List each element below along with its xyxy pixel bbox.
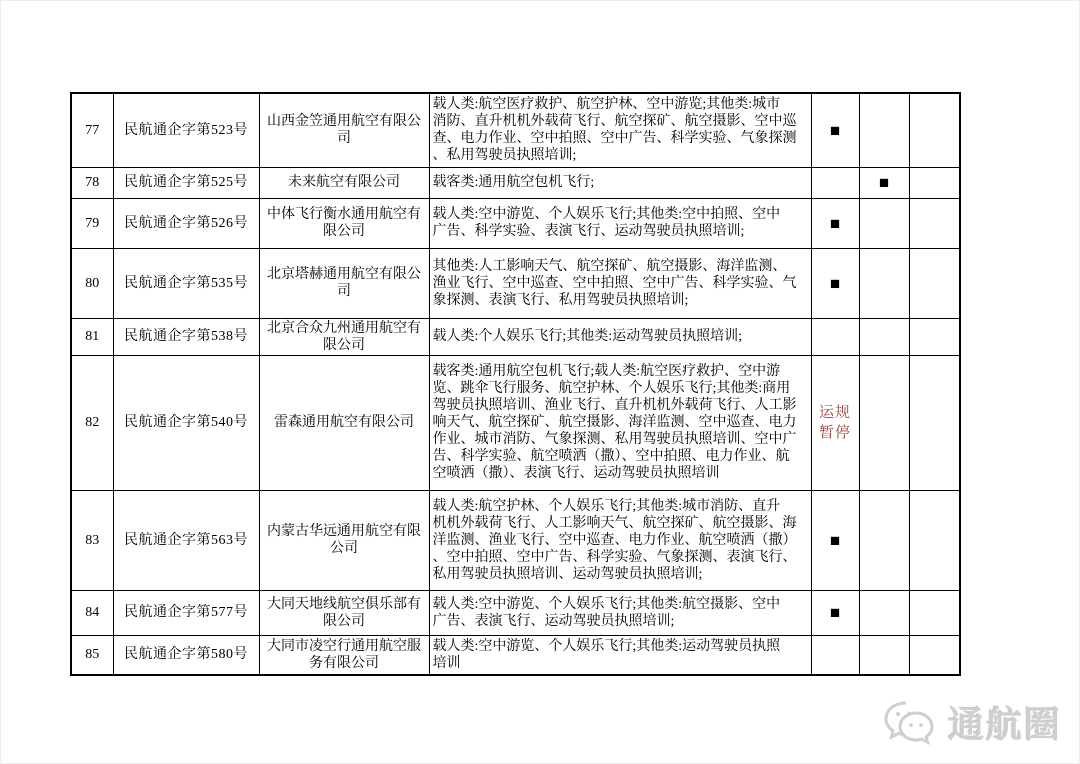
status-cell [859, 355, 909, 490]
table-row [71, 93, 960, 167]
certificate-number-cell: 民航通企字第580号 [113, 635, 259, 675]
status-cell [811, 318, 859, 355]
certificate-number-cell: 民航通企字第540号 [113, 355, 259, 490]
certificate-number-cell: 民航通企字第577号 [113, 590, 259, 635]
table-row [71, 635, 960, 675]
company-name-cell: 中体飞行衡水通用航空有 限公司 [259, 198, 429, 248]
table-row [71, 198, 960, 248]
status-cell [859, 93, 909, 167]
status-cell [909, 248, 960, 318]
company-name-cell: 北京合众九州通用航空有 限公司 [259, 318, 429, 355]
row-number-cell: 79 [71, 198, 113, 248]
status-cell [909, 198, 960, 248]
certificate-number-cell: 民航通企字第538号 [113, 318, 259, 355]
table-row [71, 355, 960, 490]
row-number-cell: 83 [71, 490, 113, 590]
status-cell [909, 93, 960, 167]
business-scope-cell: 载人类:航空护林、个人娱乐飞行;其他类:城市消防、直升 机机外载荷飞行、人工影响天气、航空探矿、航空摄影、海 洋监测、渔业飞行、空中巡查、电力作业、航空喷洒（撒） 、空中拍照、空中广告、科学实验、气象探测、表演飞行、 私用驾驶员执照培训、运动驾驶员执照培训; [429, 490, 811, 590]
status-cell [909, 590, 960, 635]
business-scope-cell: 载人类:空中游览、个人娱乐飞行;其他类:空中拍照、空中 广告、科学实验、表演飞行、运动驾驶员执照培训; [429, 198, 811, 248]
row-number-cell: 85 [71, 635, 113, 675]
company-name-cell: 北京塔赫通用航空有限公 司 [259, 248, 429, 318]
business-scope-cell: 载人类:空中游览、个人娱乐飞行;其他类:运动驾驶员执照 培训 [429, 635, 811, 675]
business-scope-cell: 载人类:航空医疗救护、航空护林、空中游览;其他类:城市 消防、直升机机外载荷飞行、航空探矿、航空摄影、空中巡 查、电力作业、空中拍照、空中广告、科学实验、气象探测 、私用驾驶员执照培训; [429, 93, 811, 167]
business-scope-cell: 载客类:通用航空包机飞行; [429, 167, 811, 198]
status-cell [811, 635, 859, 675]
table-row [71, 248, 960, 318]
company-name-cell: 未来航空有限公司 [259, 167, 429, 198]
status-cell [909, 167, 960, 198]
status-cell [859, 635, 909, 675]
status-suspended-cell: 运规 暂停 [811, 355, 859, 490]
status-cell [859, 318, 909, 355]
certificate-number-cell: 民航通企字第563号 [113, 490, 259, 590]
status-cell [811, 167, 859, 198]
status-square-cell: ■ [811, 590, 859, 635]
table-body [71, 93, 960, 675]
row-number-cell: 78 [71, 167, 113, 198]
certificate-number-cell: 民航通企字第526号 [113, 198, 259, 248]
business-scope-cell: 载人类:空中游览、个人娱乐飞行;其他类:航空摄影、空中 广告、表演飞行、运动驾驶员执照培训; [429, 590, 811, 635]
status-square-cell: ■ [811, 248, 859, 318]
status-square-cell: ■ [859, 167, 909, 198]
status-square-cell: ■ [811, 490, 859, 590]
company-name-cell: 大同天地线航空俱乐部有 限公司 [259, 590, 429, 635]
aviation-company-table [70, 92, 961, 676]
business-scope-cell: 载人类:个人娱乐飞行;其他类:运动驾驶员执照培训; [429, 318, 811, 355]
status-cell [859, 198, 909, 248]
watermark-label: 通航圈 [947, 705, 1062, 745]
status-cell [909, 490, 960, 590]
table-row [71, 490, 960, 590]
company-name-cell: 雷森通用航空有限公司 [259, 355, 429, 490]
status-cell [909, 635, 960, 675]
table-row [71, 167, 960, 198]
status-square-cell: ■ [811, 93, 859, 167]
business-scope-cell: 其他类:人工影响天气、航空探矿、航空摄影、海洋监测、 渔业飞行、空中巡查、空中拍照、空中广告、科学实验、气 象探测、表演飞行、私用驾驶员执照培训; [429, 248, 811, 318]
certificate-number-cell: 民航通企字第523号 [113, 93, 259, 167]
company-name-cell: 山西金笠通用航空有限公 司 [259, 93, 429, 167]
status-cell [909, 318, 960, 355]
row-number-cell: 77 [71, 93, 113, 167]
watermark [882, 697, 1062, 748]
row-number-cell: 82 [71, 355, 113, 490]
table-row [71, 590, 960, 635]
business-scope-cell: 载客类:通用航空包机飞行;载人类:航空医疗救护、空中游 览、跳伞飞行服务、航空护林、个人娱乐飞行;其他类:商用 驾驶员执照培训、渔业飞行、直升机机外载荷飞行、人工影 响天气、航空探矿、航空摄影、海洋监测、空中巡查、电力 作业、城市消防、气象探测、私用驾驶员执照培训、空中广 告、科学实验、航空喷洒（撒）、空中拍照、电力作业、航 空喷洒（撒）、表演飞行、运动驾驶员执照培训 [429, 355, 811, 490]
row-number-cell: 80 [71, 248, 113, 318]
company-name-cell: 大同市凌空行通用航空服 务有限公司 [259, 635, 429, 675]
certificate-number-cell: 民航通企字第525号 [113, 167, 259, 198]
row-number-cell: 84 [71, 590, 113, 635]
status-cell [859, 490, 909, 590]
wechat-logo-icon [882, 699, 940, 747]
row-number-cell: 81 [71, 318, 113, 355]
status-cell [859, 248, 909, 318]
company-name-cell: 内蒙古华远通用航空有限 公司 [259, 490, 429, 590]
certificate-number-cell: 民航通企字第535号 [113, 248, 259, 318]
status-square-cell: ■ [811, 198, 859, 248]
status-cell [909, 355, 960, 490]
status-cell [859, 590, 909, 635]
table-row [71, 318, 960, 355]
